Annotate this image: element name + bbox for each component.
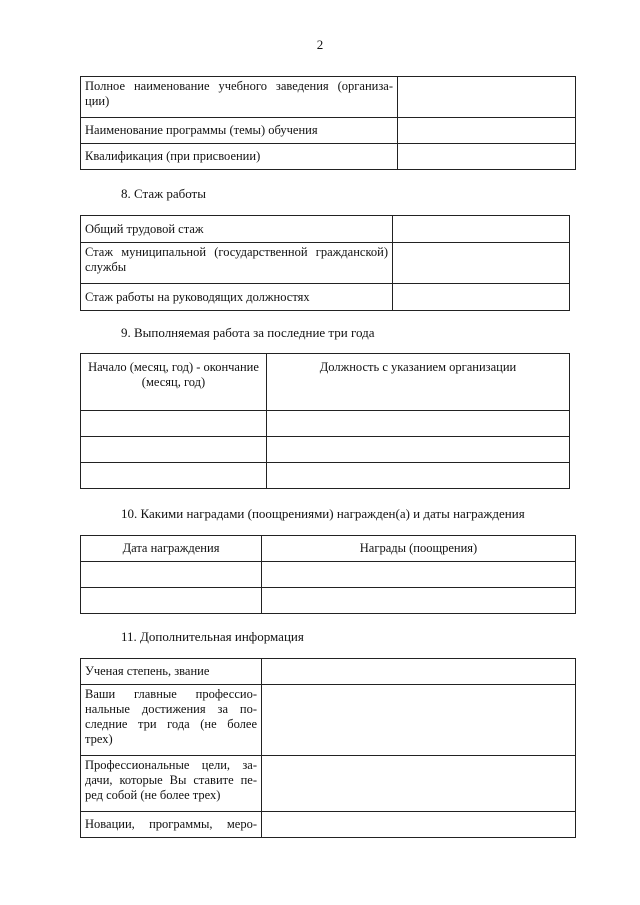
work-period-cell[interactable] bbox=[81, 463, 267, 489]
table-row bbox=[81, 463, 570, 489]
section-9-heading: 9. Выполняемая работа за последние три года bbox=[121, 325, 375, 340]
professional-goals-value[interactable] bbox=[262, 756, 576, 812]
award-name-header: Награды (поощрения) bbox=[262, 536, 576, 562]
work-period-cell[interactable] bbox=[81, 411, 267, 437]
education-program-label: Наименование программы (темы) обучения bbox=[81, 118, 398, 144]
work-position-cell[interactable] bbox=[267, 463, 570, 489]
work-position-header: Должность с указанием организации bbox=[267, 354, 570, 411]
education-qualification-value[interactable] bbox=[398, 144, 576, 170]
work-period-header: Начало (месяц, год) - окончание (месяц, год) bbox=[81, 354, 267, 411]
education-program-value[interactable] bbox=[398, 118, 576, 144]
achievements-value[interactable] bbox=[262, 685, 576, 756]
academic-degree-value[interactable] bbox=[262, 659, 576, 685]
innovations-label: Новации, программы, меро- bbox=[81, 812, 262, 838]
work-period-cell[interactable] bbox=[81, 437, 267, 463]
awards-table bbox=[80, 535, 576, 614]
table-row bbox=[81, 588, 576, 614]
page-number: 2 bbox=[316, 37, 324, 52]
work-position-cell[interactable] bbox=[267, 411, 570, 437]
total-experience-value[interactable] bbox=[393, 216, 570, 243]
education-institution-label: Полное наименование учебного заведения (организа-ции) bbox=[81, 77, 398, 118]
education-table bbox=[80, 76, 576, 170]
achievements-label: Ваши главные профессио-нальные достижения за по-следние три года (не более трех) bbox=[81, 685, 262, 756]
table-row bbox=[81, 562, 576, 588]
additional-info-table bbox=[80, 658, 576, 838]
table-row bbox=[81, 411, 570, 437]
section-11-heading: 11. Дополнительная информация bbox=[121, 629, 304, 644]
innovations-value[interactable] bbox=[262, 812, 576, 838]
management-experience-label: Стаж работы на руководящих должностях bbox=[81, 284, 393, 311]
award-date-cell[interactable] bbox=[81, 588, 262, 614]
award-name-cell[interactable] bbox=[262, 588, 576, 614]
table-row bbox=[81, 437, 570, 463]
civil-service-experience-value[interactable] bbox=[393, 243, 570, 284]
academic-degree-label: Ученая степень, звание bbox=[81, 659, 262, 685]
work-position-cell[interactable] bbox=[267, 437, 570, 463]
recent-work-table bbox=[80, 353, 570, 489]
section-8-heading: 8. Стаж работы bbox=[121, 186, 206, 201]
work-experience-table bbox=[80, 215, 570, 311]
award-date-cell[interactable] bbox=[81, 562, 262, 588]
award-name-cell[interactable] bbox=[262, 562, 576, 588]
management-experience-value[interactable] bbox=[393, 284, 570, 311]
civil-service-experience-label: Стаж муниципальной (государственной гражданской) службы bbox=[81, 243, 393, 284]
professional-goals-label: Профессиональные цели, за-дачи, которые Вы ставите пе-ред собой (не более трех) bbox=[81, 756, 262, 812]
education-qualification-label: Квалификация (при присвоении) bbox=[81, 144, 398, 170]
section-10-heading: 10. Какими наградами (поощрениями) награжден(а) и даты награждения bbox=[121, 506, 525, 521]
award-date-header: Дата награждения bbox=[81, 536, 262, 562]
education-institution-value[interactable] bbox=[398, 77, 576, 118]
total-experience-label: Общий трудовой стаж bbox=[81, 216, 393, 243]
